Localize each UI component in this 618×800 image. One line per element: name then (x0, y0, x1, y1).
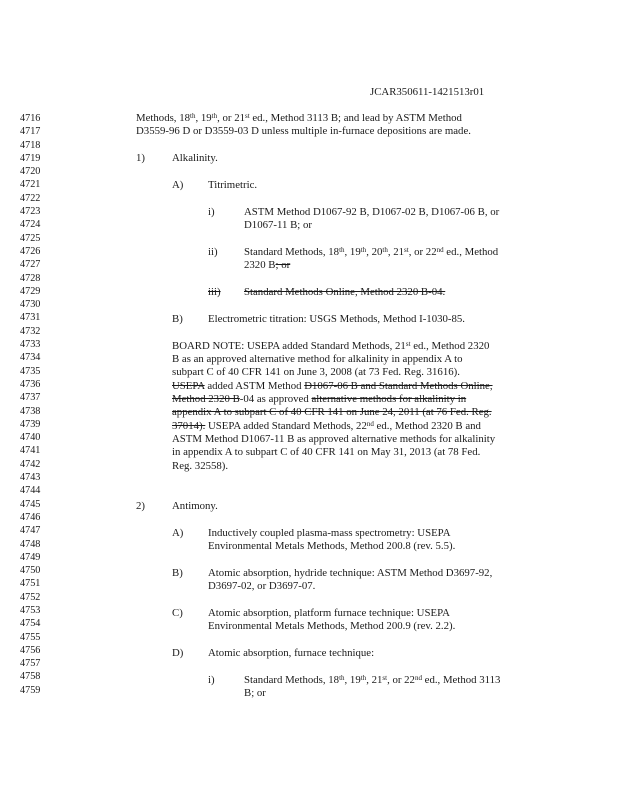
line-number: 4739 (20, 418, 41, 430)
line-number: 4736 (20, 378, 41, 390)
line-number: 4758 (20, 671, 41, 683)
board-note-line-6: appendix A to subpart C of 40 CFR 141 on June 24, 2011 (at 76 Fed. Reg. (172, 406, 492, 418)
line-number: 4740 (20, 432, 41, 444)
line-number: 4729 (20, 285, 41, 297)
board-note-line-7: 37014). USEPA added Standard Methods, 22nd ed., Method 2320 B and (172, 420, 481, 432)
line-number: 4718 (20, 139, 41, 151)
line-number: 4724 (20, 219, 41, 231)
line-number: 4759 (20, 684, 41, 696)
document-id: JCAR350611-1421513r01 (370, 86, 485, 98)
item-i-line-1: ASTM Method D1067-92 B, D1067-02 B, D1067-06 B, or (244, 206, 500, 218)
line-number: 4755 (20, 631, 41, 643)
line-number: 4735 (20, 365, 41, 377)
antimony-b-line-1: Atomic absorption, hydride technique: ASTM Method D3697-92, (208, 567, 493, 579)
line-number: 4733 (20, 339, 41, 351)
line-number: 4748 (20, 538, 41, 550)
antimony-a-line-1: Inductively coupled plasma-mass spectrometry: USEPA (208, 527, 451, 539)
board-note-line-2: B as an approved alternative method for alkalinity in appendix A to (172, 353, 463, 365)
line-number: 4728 (20, 272, 41, 284)
antimony-b-label: B) (172, 567, 183, 579)
item-ii-line-2: 2320 B; or (244, 259, 291, 271)
antimony-d-label: D) (172, 647, 184, 659)
line-number: 4751 (20, 578, 41, 590)
antimony-b-line-2: D3697-02, or D3697-07. (208, 580, 316, 592)
board-note-line-10: Reg. 32558). (172, 460, 229, 472)
item-iii-text: Standard Methods Online, Method 2320 B-04. (244, 286, 446, 298)
line-number: 4720 (20, 166, 41, 178)
subsection-a-title: Titrimetric. (208, 179, 258, 191)
board-note-line-3: subpart C of 40 CFR 141 on June 3, 2008 (at 73 Fed. Reg. 31616). (172, 366, 460, 378)
line-number: 4730 (20, 299, 41, 311)
line-number: 4754 (20, 618, 41, 630)
line-number: 4750 (20, 565, 41, 577)
line-number: 4719 (20, 152, 41, 164)
board-note-line-1: BOARD NOTE: USEPA added Standard Methods, 21st ed., Method 2320 (172, 340, 490, 352)
line-number: 4741 (20, 445, 41, 457)
board-note-line-5: Method 2320 B-04 as approved alternative methods for alkalinity in (172, 393, 467, 405)
line-number: 4737 (20, 392, 41, 404)
antimony-d-i-line-2: B; or (244, 687, 266, 699)
antimony-d-i-line-1: Standard Methods, 18th, 19th, 21st, or 22nd ed., Method 3113 (244, 674, 501, 686)
line-number: 4753 (20, 604, 41, 616)
antimony-c-label: C) (172, 607, 183, 619)
continuation-line-2: D3559-96 D or D3559-03 D unless multiple in-furnace depositions are made. (136, 125, 471, 137)
antimony-d-i-label: i) (208, 674, 215, 686)
line-number: 4723 (20, 206, 41, 218)
item-ii-line-1: Standard Methods, 18th, 19th, 20th, 21st, or 22nd ed., Method (244, 246, 499, 258)
antimony-c-line-1: Atomic absorption, platform furnace technique: USEPA (208, 607, 450, 619)
line-number: 4725 (20, 232, 41, 244)
line-number: 4738 (20, 405, 41, 417)
line-number: 4721 (20, 179, 41, 191)
line-number: 4746 (20, 511, 41, 523)
antimony-c-line-2: Environmental Metals Methods, Method 200.9 (rev. 2.2). (208, 620, 456, 632)
line-number: 4743 (20, 472, 41, 484)
line-number: 4732 (20, 325, 41, 337)
line-number: 4722 (20, 192, 41, 204)
line-number: 4717 (20, 126, 41, 138)
line-number: 4756 (20, 644, 41, 656)
line-number: 4734 (20, 352, 41, 364)
continuation-line-1: Methods, 18th, 19th, or 21st ed., Method 3113 B; and lead by ASTM Method (136, 112, 462, 124)
section-1-title: Alkalinity. (172, 152, 218, 164)
item-iii-label: iii) (208, 286, 221, 298)
board-note-line-4: USEPA added ASTM Method D1067-06 B and Standard Methods Online, (172, 380, 493, 392)
line-number: 4745 (20, 498, 41, 510)
line-number: 4727 (20, 259, 41, 271)
line-number: 4716 (20, 113, 41, 124)
subsection-a-label: A) (172, 179, 184, 191)
line-number: 4726 (20, 245, 41, 257)
line-numbers (20, 112, 54, 697)
line-number: 4749 (20, 551, 41, 563)
line-number: 4731 (20, 312, 41, 324)
antimony-a-line-2: Environmental Metals Methods, Method 200.8 (rev. 5.5). (208, 540, 456, 552)
section-2-title: Antimony. (172, 500, 218, 512)
subsection-b-label: B) (172, 313, 183, 325)
section-1-number: 1) (136, 152, 145, 164)
antimony-d-line-1: Atomic absorption, furnace technique: (208, 647, 375, 659)
line-number: 4752 (20, 591, 41, 603)
subsection-b-title: Electrometric titration: USGS Methods, Method I-1030-85. (208, 313, 465, 325)
line-number: 4744 (20, 485, 41, 497)
line-number: 4742 (20, 458, 41, 470)
board-note-line-8: ASTM Method D1067-11 B as approved alternative methods for alkalinity (172, 433, 496, 445)
line-number: 4747 (20, 525, 41, 537)
item-i-line-2: D1067-11 B; or (244, 219, 312, 231)
antimony-a-label: A) (172, 527, 184, 539)
board-note-line-9: in appendix A to subpart C of 40 CFR 141 on May 31, 2013 (at 78 Fed. (172, 446, 481, 458)
item-ii-label: ii) (208, 246, 218, 258)
section-2-number: 2) (136, 500, 145, 512)
item-i-label: i) (208, 206, 215, 218)
line-number: 4757 (20, 658, 41, 670)
